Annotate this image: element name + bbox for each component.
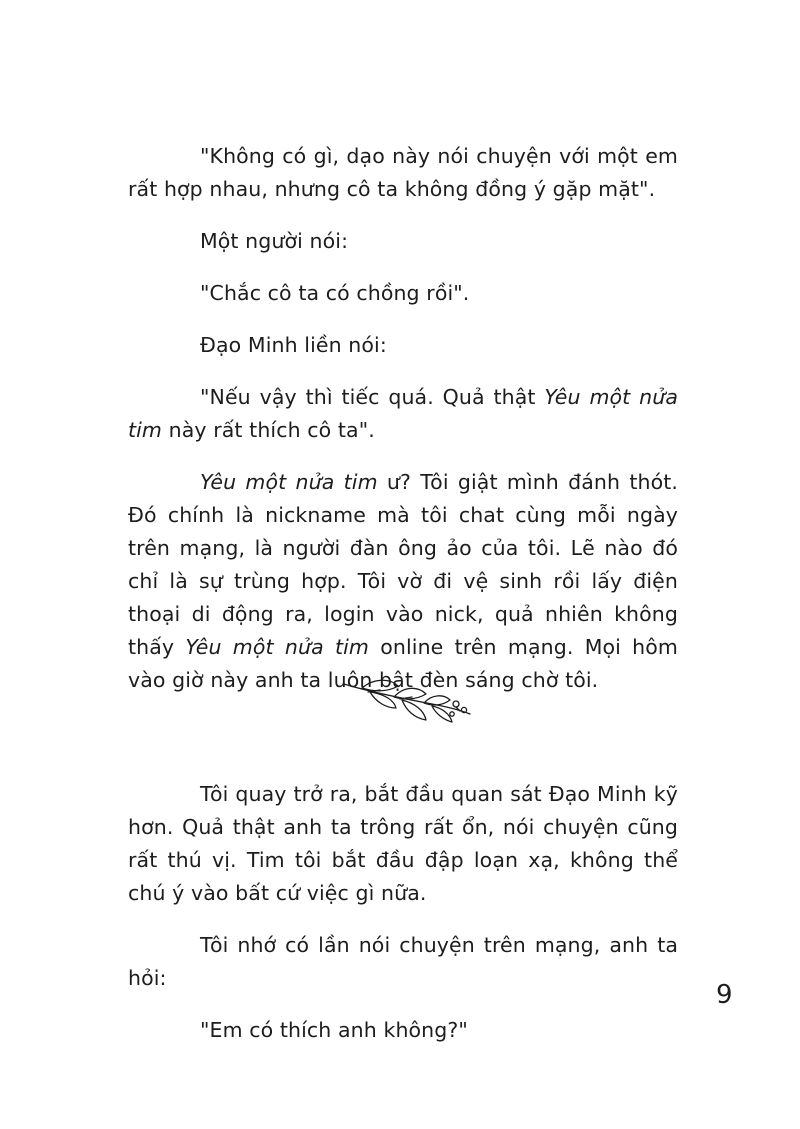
text-span: "Nếu vậy thì tiếc quá. Quả thật — [200, 385, 545, 409]
page-number: 9 — [716, 980, 733, 1010]
italic-text: Yêu một nửa tim — [200, 470, 378, 494]
leaf-sprig-icon — [340, 670, 480, 730]
paragraph — [128, 329, 678, 362]
paragraph — [128, 778, 678, 910]
text-span: ư? Tôi giật mình đánh thót. Đó chính là nickname mà tôi chat cùng mỗi ngày trên mạng, là người đàn ông ảo của tôi. Lẽ nào đó chỉ là sự trùng hợp. Tôi vờ đi vệ sinh rồi lấy điện thoại di động ra, login vào nick, quả nhiên không thấy — [128, 470, 678, 659]
italic-text: Yêu một nửa tim — [128, 385, 678, 442]
text-span: online trên mạng. Mọi hôm vào giờ này anh ta luôn bật đèn sáng chờ tôi. — [128, 635, 678, 692]
paragraph — [128, 277, 678, 310]
text-span: này rất thích cô ta". — [162, 418, 375, 442]
paragraph — [128, 929, 678, 995]
text-span: Tôi quay trở ra, bắt đầu quan sát Đạo Minh kỹ hơn. Quả thật anh ta trông rất ổn, nói chuyện cũng rất thú vị. Tim tôi bắt đầu đập loạn xạ, không thể chú ý vào bất cứ việc gì nữa. — [128, 782, 678, 905]
text-span: Một người nói: — [200, 229, 349, 253]
paragraph — [128, 1014, 678, 1047]
text-span: "Chắc cô ta có chồng rồi". — [200, 281, 470, 305]
text-span: "Em có thích anh không?" — [200, 1018, 468, 1042]
section-two-text — [128, 778, 678, 1047]
paragraph — [128, 140, 678, 206]
paragraph — [128, 225, 678, 258]
text-span: Tôi nhớ có lần nói chuyện trên mạng, anh ta hỏi: — [128, 933, 678, 990]
text-span: "Không có gì, dạo này nói chuyện với một em rất hợp nhau, nhưng cô ta không đồng ý gặp mặt". — [128, 144, 678, 201]
paragraph — [128, 466, 678, 697]
section-one-text — [128, 140, 678, 697]
italic-text: Yêu một nửa tim — [185, 635, 369, 659]
text-span: Đạo Minh liền nói: — [200, 333, 387, 357]
paragraph — [128, 381, 678, 447]
